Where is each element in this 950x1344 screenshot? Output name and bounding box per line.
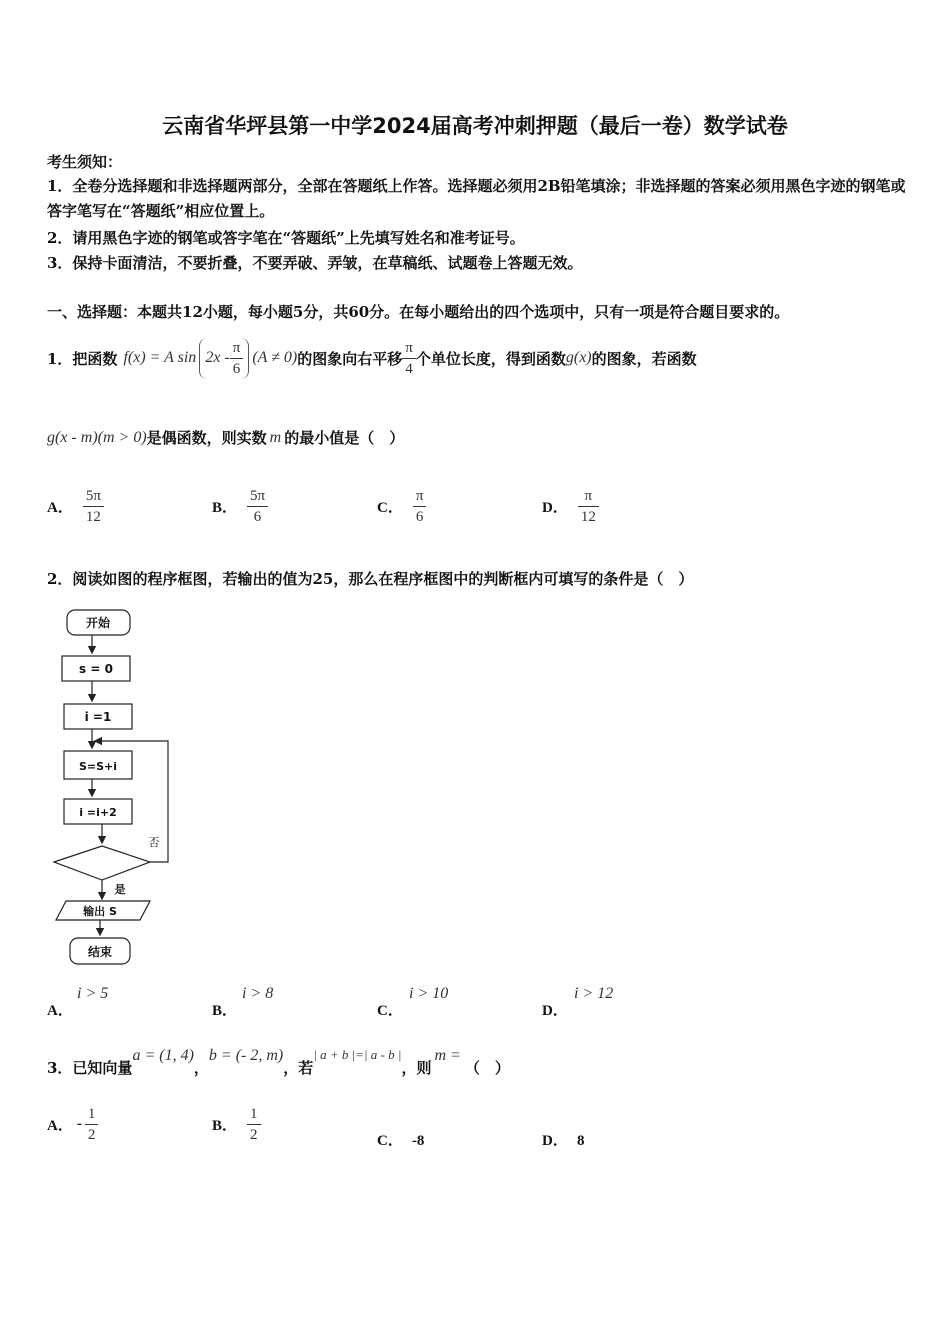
- q1-option-b-frac: [247, 486, 268, 527]
- q3-intro: 3．已知向量: [47, 1059, 133, 1077]
- notice-heading: 考生须知：: [47, 153, 123, 171]
- q1-option-b[interactable]: [212, 486, 268, 527]
- option-label: A．: [47, 1118, 73, 1134]
- q1-m: m: [269, 428, 282, 446]
- frac-den: 2: [250, 1127, 258, 1143]
- q1-text-3: 个单位长度，得到函数: [415, 349, 566, 368]
- frac-num: 5π: [247, 486, 268, 507]
- flow-start-label: 开始: [85, 616, 111, 630]
- flow-decision-diamond: [54, 846, 150, 880]
- option-value: i > 5: [77, 985, 109, 1002]
- flow-output-label: 输出 S: [83, 905, 117, 918]
- option-label: D．: [542, 1003, 568, 1019]
- frac-num: π: [413, 486, 427, 507]
- q3-option-a-frac: [85, 1104, 99, 1145]
- q1-option-d[interactable]: [542, 486, 599, 527]
- q1-text-5: 是偶函数，则实数: [146, 429, 267, 447]
- q3-option-d[interactable]: [542, 1129, 584, 1150]
- frac-num: 5π: [83, 486, 104, 507]
- q3-text-4: （ ）: [464, 1059, 510, 1077]
- flow-i1-label: i =1: [84, 710, 112, 724]
- option-sign: -: [76, 1116, 82, 1132]
- q1-intro: 1．把函数: [47, 349, 118, 368]
- q3-m: m =: [434, 1047, 461, 1064]
- q1-shift-den: 4: [405, 360, 413, 377]
- q3-vector-a: a = (1, 4): [132, 1047, 194, 1064]
- option-label: B．: [212, 1118, 238, 1134]
- q3-text-2: ，若: [283, 1059, 314, 1077]
- q1-pi-over-6: [230, 338, 244, 379]
- q3-comma: ，: [193, 1059, 209, 1077]
- q1-inner-a: 2x -: [205, 349, 230, 366]
- frac-num: 1: [247, 1104, 261, 1125]
- q1-gx: g(x): [565, 349, 592, 366]
- notice-item-2: 2．请用黑色字迹的钢笔或答字笔在“答题纸”上先填写姓名和准考证号。: [47, 229, 525, 247]
- option-label: A．: [47, 500, 73, 516]
- flow-yes-label: 是: [114, 883, 126, 896]
- option-label: A．: [47, 1003, 73, 1019]
- flow-s0-label: s = 0: [79, 662, 113, 676]
- q1-sin-argument: [199, 338, 249, 379]
- question-1-line-2: [47, 427, 404, 448]
- option-label: C．: [377, 1003, 403, 1019]
- q3-option-a[interactable]: [47, 1104, 98, 1145]
- frac-num: 1: [85, 1104, 99, 1125]
- notice-item-1: 1．全卷分选择题和非选择题两部分，全部在答题纸上作答。选择题必须用2B铅笔填涂；非选择题的答案必须用黑色字迹的钢笔或答字笔写在“答题纸”相应位置上。: [47, 177, 906, 220]
- option-value: i > 10: [409, 985, 449, 1002]
- q3-text-3: ，则: [401, 1059, 432, 1077]
- notice-item-3: 3．保持卡面清洁，不要折叠，不要弄破、弄皱，在草稿纸、试题卷上答题无效。: [47, 254, 583, 272]
- q1-text-2: 的图象向右平移: [297, 349, 403, 368]
- question-2-text: 2．阅读如图的程序框图，若输出的值为25，那么在程序框图中的判断框内可填写的条件是（ ）: [47, 570, 694, 588]
- frac-den: 2: [87, 1127, 96, 1143]
- option-value: 8: [576, 1133, 585, 1149]
- q1-cond: (A ≠ 0): [252, 349, 298, 366]
- q1-pi-num: π: [230, 338, 244, 359]
- page-title: 云南省华坪县第一中学2024届高考冲刺押题（最后一卷）数学试卷: [162, 114, 788, 138]
- section-heading: 一、选择题：本题共12小题，每小题5分，共60分。在每小题给出的四个选项中，只有一项是符合题目要求的。: [47, 303, 790, 321]
- flow-no-label: 否: [148, 836, 160, 849]
- option-label: D．: [542, 500, 568, 516]
- option-label: C．: [377, 500, 403, 516]
- q1-option-a-frac: [83, 486, 104, 527]
- q1-text-4: 的图象，若函数: [591, 349, 697, 368]
- q1-gxm: g(x - m)(m > 0): [47, 428, 147, 446]
- q3-option-b-frac: [247, 1104, 261, 1145]
- flow-end-label: 结束: [87, 945, 113, 959]
- option-label: D．: [542, 1133, 568, 1149]
- q1-pi-den: 6: [232, 360, 241, 377]
- flow-ss-label: S=S+i: [78, 760, 118, 773]
- option-value: i > 12: [574, 985, 614, 1002]
- q1-option-c[interactable]: [377, 486, 426, 527]
- flow-ii-label: i =i+2: [79, 806, 117, 819]
- q1-option-c-frac: [413, 486, 427, 527]
- q1-option-a[interactable]: [47, 486, 104, 527]
- q3-option-b[interactable]: [212, 1104, 261, 1145]
- q1-f-lhs: f(x) = A sin: [123, 349, 197, 366]
- frac-den: 12: [85, 509, 101, 525]
- q1-text-6: 的最小值是（ ）: [284, 429, 405, 447]
- option-label: B．: [212, 500, 238, 516]
- frac-num: π: [578, 486, 599, 507]
- option-value: i > 8: [242, 985, 274, 1002]
- question-3-text: [47, 1047, 510, 1078]
- q1-option-d-frac: [578, 486, 599, 527]
- q3-condition: | a + b |=| a - b |: [313, 1047, 402, 1062]
- option-label: C．: [377, 1133, 403, 1149]
- q3-option-c[interactable]: [377, 1129, 424, 1150]
- question-1-line-1: [47, 333, 697, 383]
- option-value: -8: [411, 1133, 425, 1149]
- frac-den: 6: [415, 509, 424, 525]
- q1-shift-num: π: [402, 338, 416, 359]
- frac-den: 6: [253, 509, 262, 525]
- q3-vector-b: b = (- 2, m): [208, 1047, 284, 1064]
- option-label: B．: [212, 1003, 238, 1019]
- frac-den: 12: [580, 509, 596, 525]
- q1-shift: [402, 338, 416, 379]
- flowchart: [40, 600, 180, 970]
